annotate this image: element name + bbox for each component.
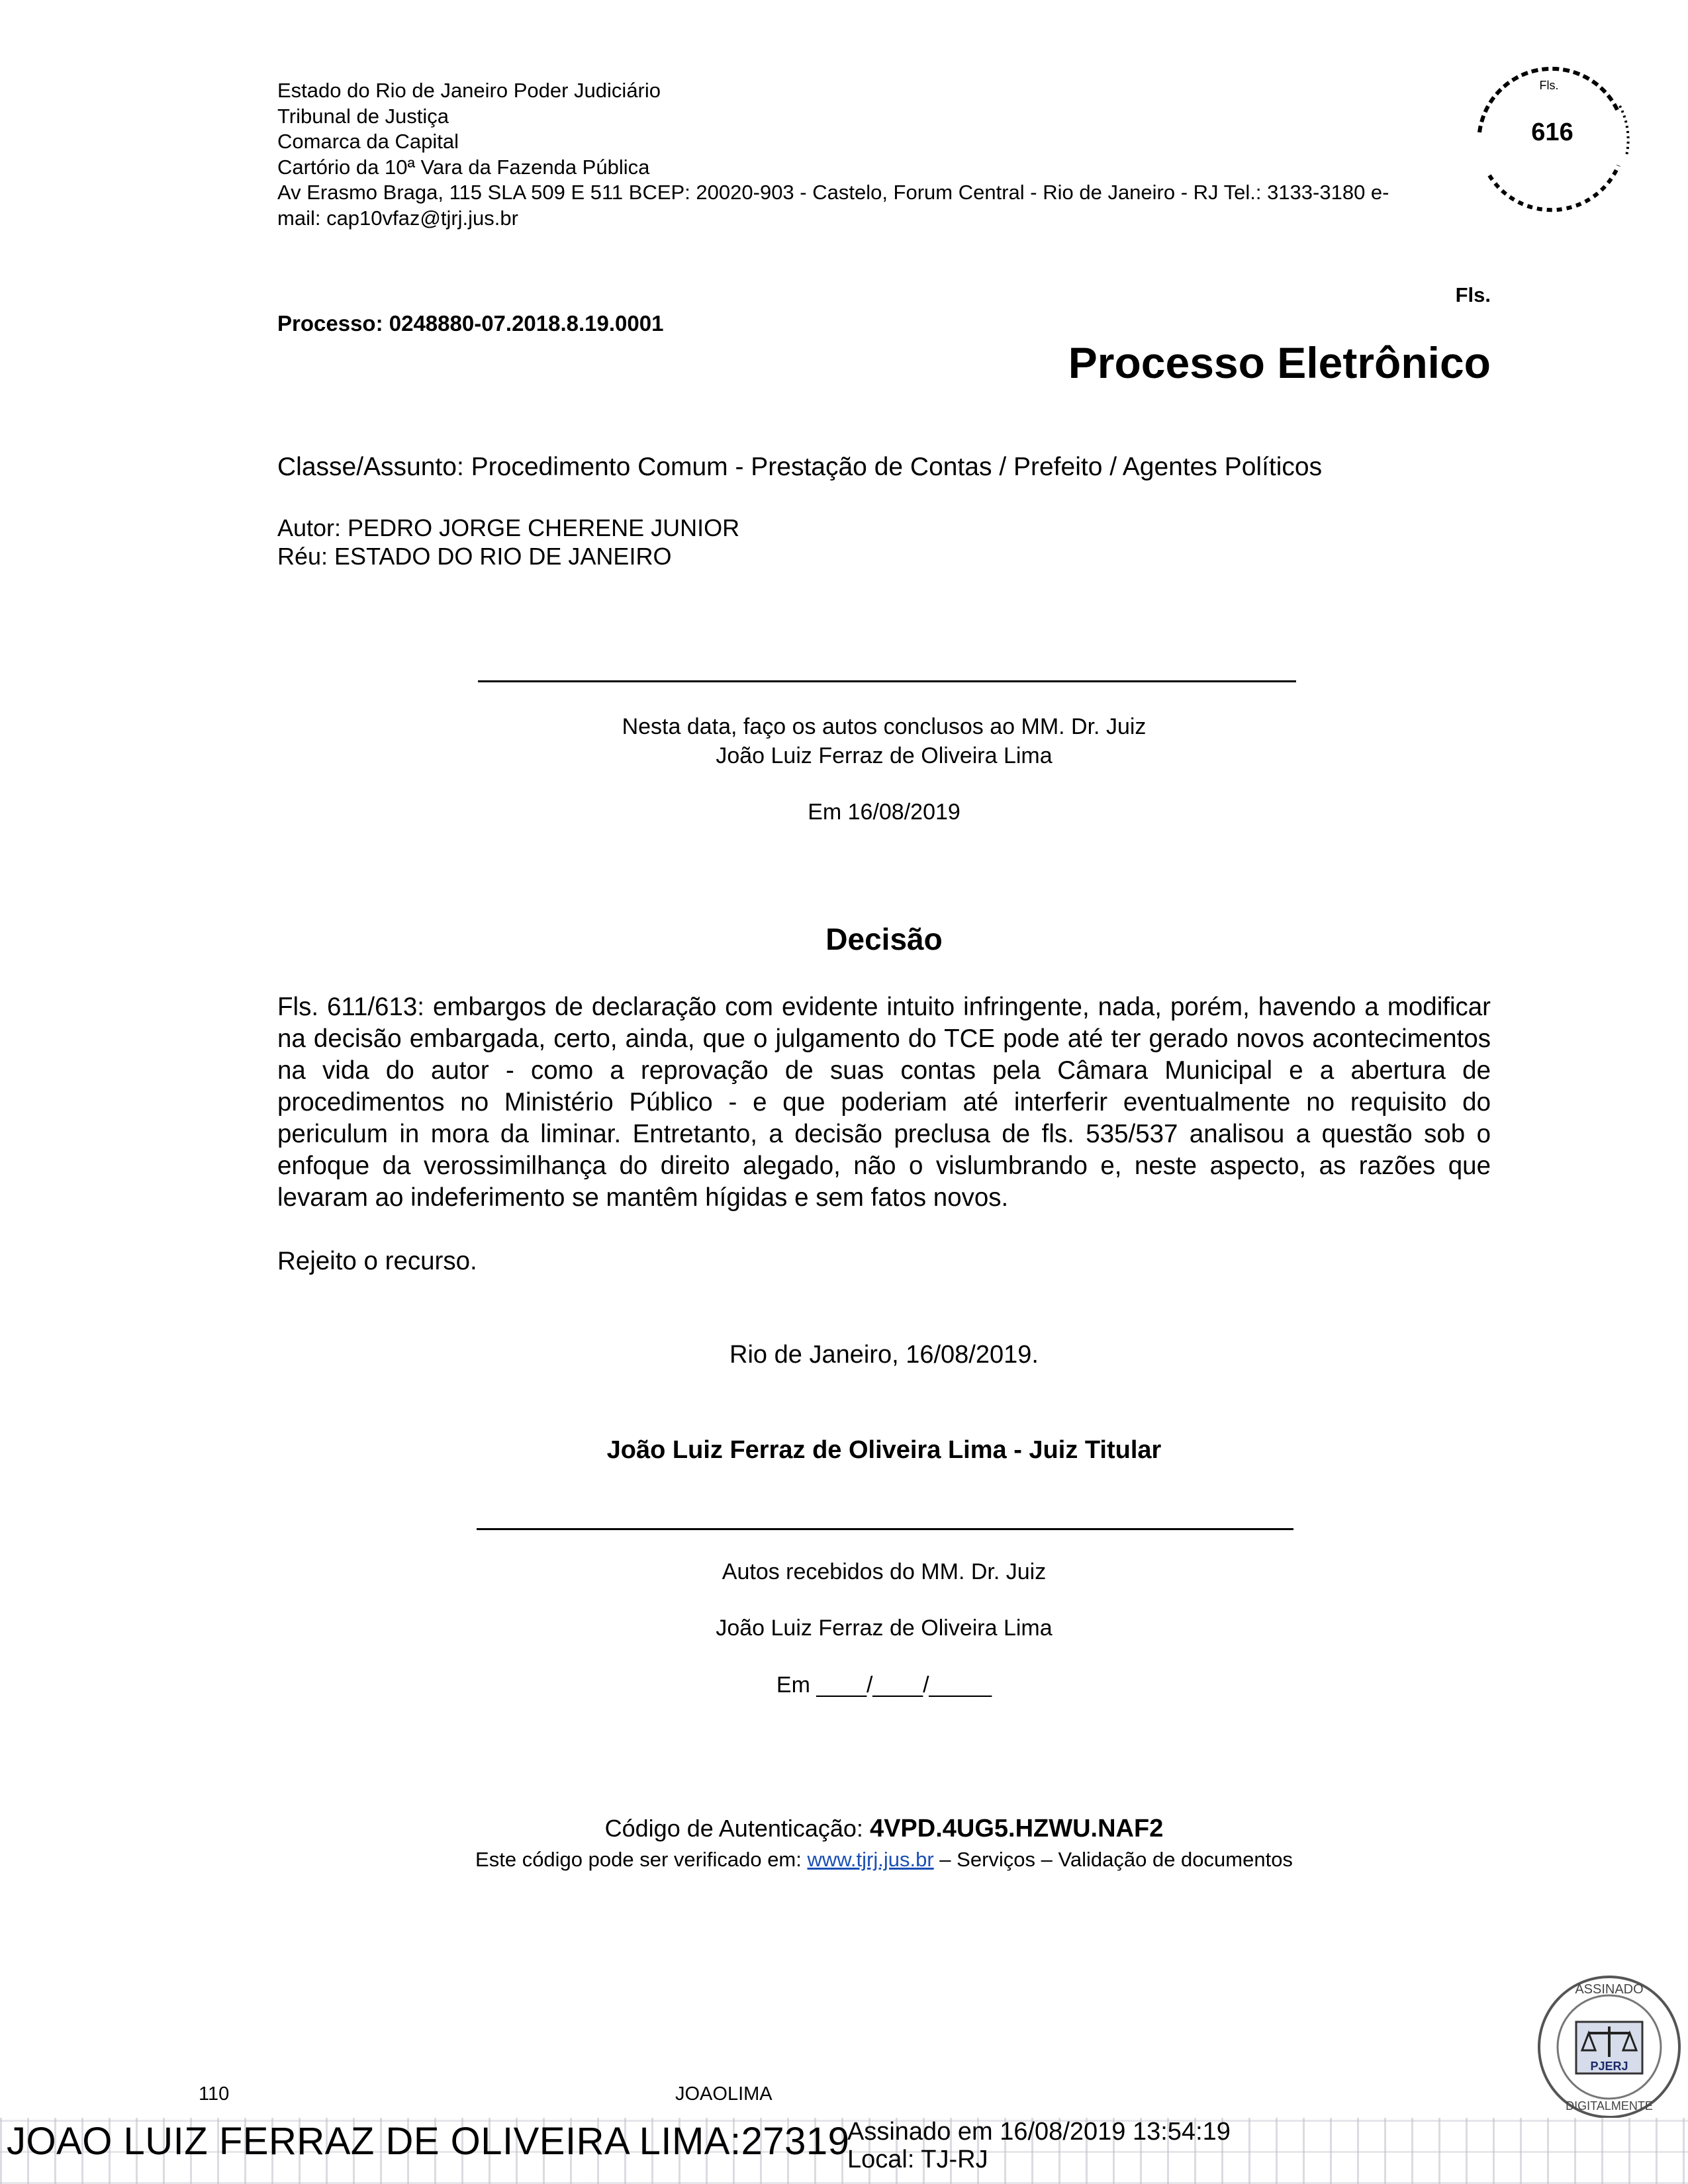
signature-location: Local: TJ-RJ [847, 2146, 988, 2173]
class-subject: Classe/Assunto: Procedimento Comum - Prestação de Contas / Prefeito / Agentes Políticos [277, 453, 1323, 481]
seal-bottom-text: DIGITALMENTE [1566, 2099, 1653, 2113]
decision-ruling: Rejeito o recurso. [277, 1247, 477, 1275]
decision-paragraph: Fls. 611/613: embargos de declaração com evidente intuito infringente, nada, porém, havendo a modificar na decisão embargada, certo, ainda, que o julgamento do TCE pode até ter gerado novos acontecimentos na vida do autor - como a reprovação de suas contas pela Câmara Municipal e a abertura de procedimentos no Ministério Público - e que poderiam até interferir eventualmente no requisito do periculum in mora da liminar. Entretanto, a decisão preclusa de fls. 535/537 analisou a questão sob o enfoque da verossimilhança do direito alegado, não o vislumbrando e, neste aspecto, as razões que levaram ao indeferimento se mantêm hígidas e sem fatos novos. [277, 993, 1491, 1212]
verification-suffix: – Serviços – Validação de documentos [933, 1848, 1293, 1871]
header-line-comarca: Comarca da Capital [277, 130, 459, 153]
place-and-date: Rio de Janeiro, 16/08/2019. [729, 1341, 1039, 1369]
authentication-label: Código de Autenticação: [604, 1815, 870, 1842]
digital-seal-icon [1534, 1972, 1684, 2122]
fls-label: Fls. [1455, 283, 1491, 306]
verification-line [277, 1848, 1491, 1872]
parties [277, 514, 739, 570]
page-stamp-icon [1453, 33, 1645, 238]
footer-username: JOAOLIMA [675, 2083, 773, 2105]
decision-body [277, 991, 1491, 1309]
header-line-cartorio: Cartório da 10ª Vara da Fazenda Pública [277, 155, 650, 179]
authentication-code: 4VPD.4UG5.HZWU.NAF2 [869, 1815, 1164, 1843]
received-line: Autos recebidos do MM. Dr. Juiz [722, 1559, 1047, 1584]
court-header [277, 78, 1389, 231]
conclusion-judge: João Luiz Ferraz de Oliveira Lima [716, 743, 1053, 768]
process-number: Processo: 0248880-07.2018.8.19.0001 [277, 311, 664, 336]
footer-number: 110 [199, 2083, 230, 2105]
conclusion-date: Em 16/08/2019 [808, 799, 961, 825]
seal-mark: PJERJ [1590, 2060, 1628, 2073]
conclusion-line: Nesta data, faço os autos conclusos ao MM. Dr. Juiz [622, 714, 1147, 739]
header-line-email: mail: cap10vfaz@tjrj.jus.br [277, 206, 518, 230]
document-type-title: Processo Eletrônico [1068, 338, 1491, 387]
divider-top [478, 680, 1296, 682]
received-judge: João Luiz Ferraz de Oliveira Lima [716, 1615, 1053, 1641]
svg-text:Fls.: Fls. [1539, 79, 1559, 92]
party-author: Autor: PEDRO JORGE CHERENE JUNIOR [277, 514, 740, 541]
header-line-address: Av Erasmo Braga, 115 SLA 509 E 511 BCEP: 20020-903 - Castelo, Forum Central - Rio de Janeiro - RJ Tel.: 3133-3180 e- [277, 181, 1389, 204]
signature-timestamp: Assinado em 16/08/2019 13:54:19 [847, 2118, 1231, 2146]
decision-title: Decisão [825, 922, 943, 956]
header-line-tribunal: Tribunal de Justiça [277, 104, 449, 128]
signer-name: João Luiz Ferraz de Oliveira Lima - Juiz Titular [606, 1436, 1162, 1464]
header-line-state: Estado do Rio de Janeiro Poder Judiciário [277, 79, 661, 102]
signature-meta [847, 2118, 1231, 2173]
stamp-page-number: 616 [1531, 118, 1573, 146]
verification-prefix: Este código pode ser verificado em: [475, 1848, 808, 1871]
verification-link[interactable]: www.tjrj.jus.br [807, 1848, 934, 1871]
seal-top-text: ASSINADO [1575, 1982, 1644, 1997]
authentication-line [277, 1815, 1491, 1843]
party-defendant: Réu: ESTADO DO RIO DE JANEIRO [277, 543, 672, 570]
received-date-blank: Em ____/____/_____ [776, 1672, 992, 1698]
signature-name: JOAO LUIZ FERRAZ DE OLIVEIRA LIMA:27319 [7, 2120, 850, 2163]
divider-bottom [477, 1528, 1293, 1530]
